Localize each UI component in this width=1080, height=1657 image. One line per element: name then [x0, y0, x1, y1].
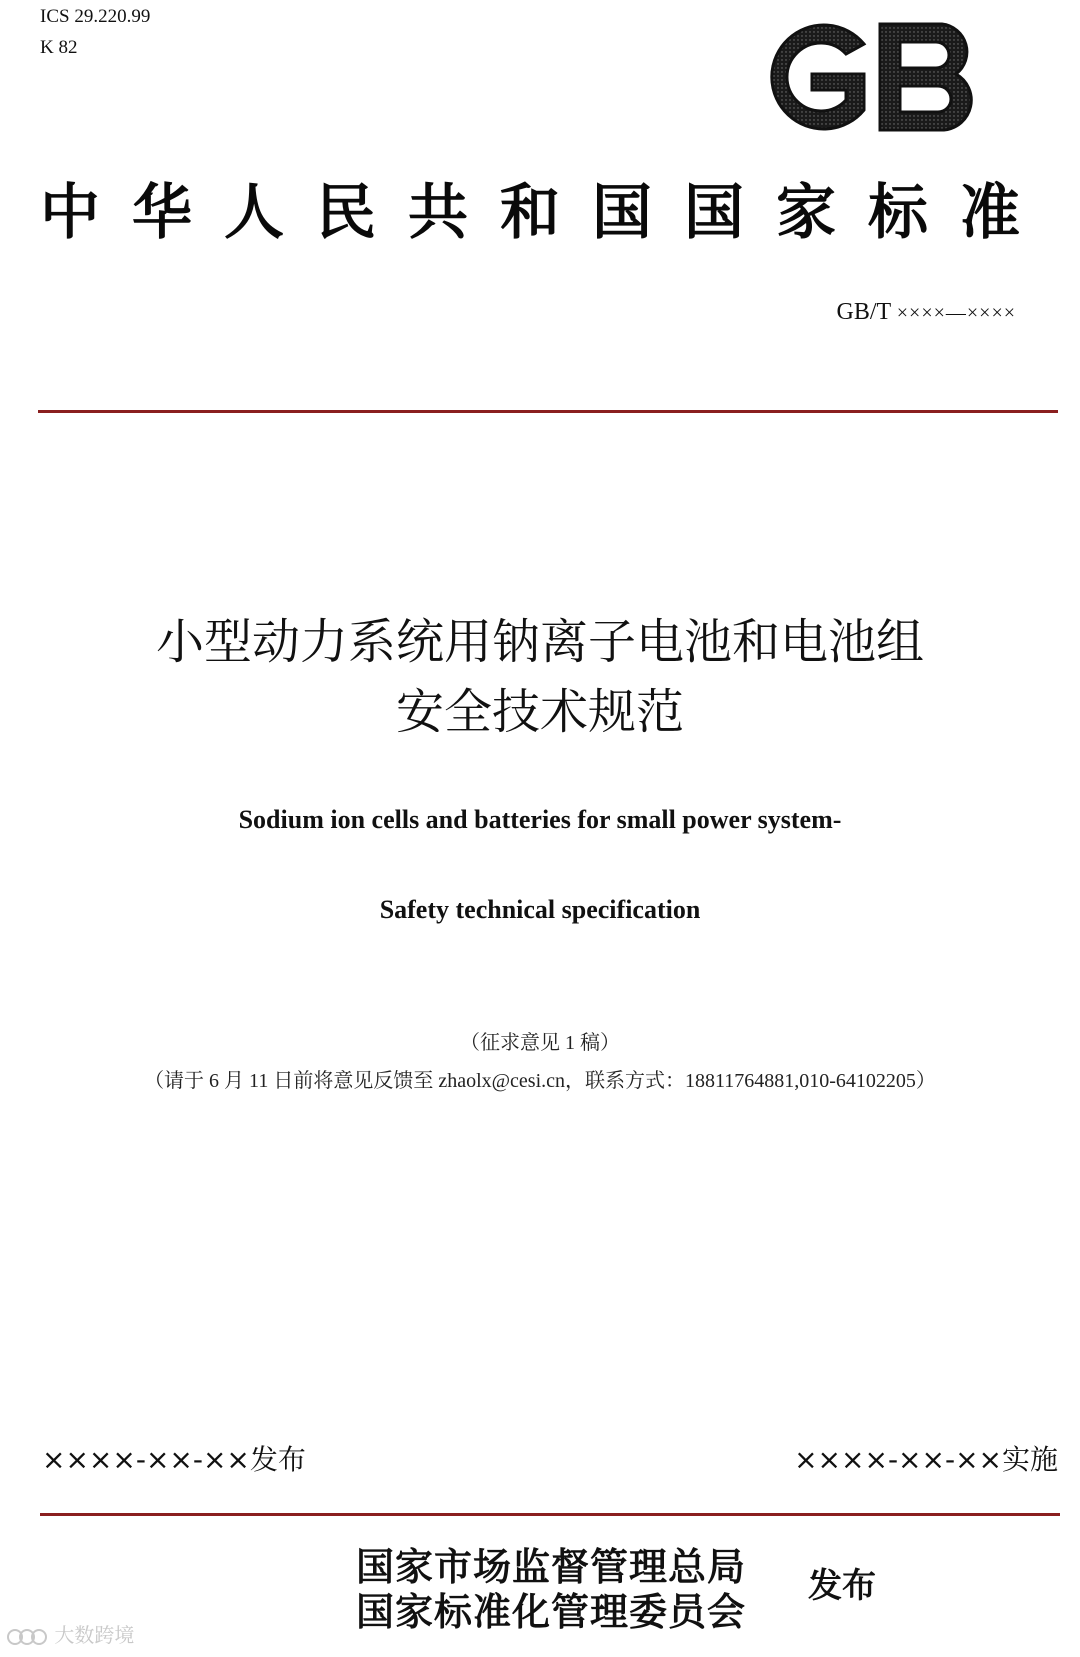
ics-code: ICS 29.220.99 — [40, 6, 151, 27]
english-title-line-2: Safety technical specification — [379, 895, 701, 924]
english-title-line-1: Sodium ion cells and batteries for small power system- — [238, 805, 842, 834]
top-divider — [38, 410, 1058, 413]
watermark-text: 大数跨境 — [54, 1623, 135, 1647]
k-code: K 82 — [40, 37, 78, 58]
standard-number-suffix: ××××—×××× — [896, 302, 1016, 324]
issuer-line-1: 国家市场监督管理总局 — [356, 1544, 747, 1589]
watermark — [6, 1621, 134, 1649]
national-standard-heading: 中华人民共和国国家标准 — [40, 178, 1052, 248]
issuer-line-2: 国家标准化管理委员会 — [356, 1589, 747, 1634]
bottom-divider — [40, 1513, 1060, 1516]
watermark-logo-icon — [6, 1625, 48, 1649]
standard-number — [837, 298, 1016, 327]
gb-logo-icon — [752, 14, 988, 138]
publish-label: 发布 — [808, 1566, 876, 1606]
draft-note: （征求意见 1 稿） — [460, 1032, 620, 1054]
feedback-note: （请于 6 月 11 日前将意见反馈至 zhaolx@cesi.cn，联系方式：18811764881,010-64102205） — [144, 1070, 936, 1092]
chinese-title-line-1: 小型动力系统用钠离子电池和电池组 — [155, 614, 924, 670]
implementation-date: ××××-××-××实施 — [794, 1443, 1058, 1476]
issue-date: ××××-××-××发布 — [42, 1443, 306, 1476]
chinese-title-line-2: 安全技术规范 — [395, 684, 684, 740]
standard-number-prefix: GB/T — [836, 299, 891, 325]
